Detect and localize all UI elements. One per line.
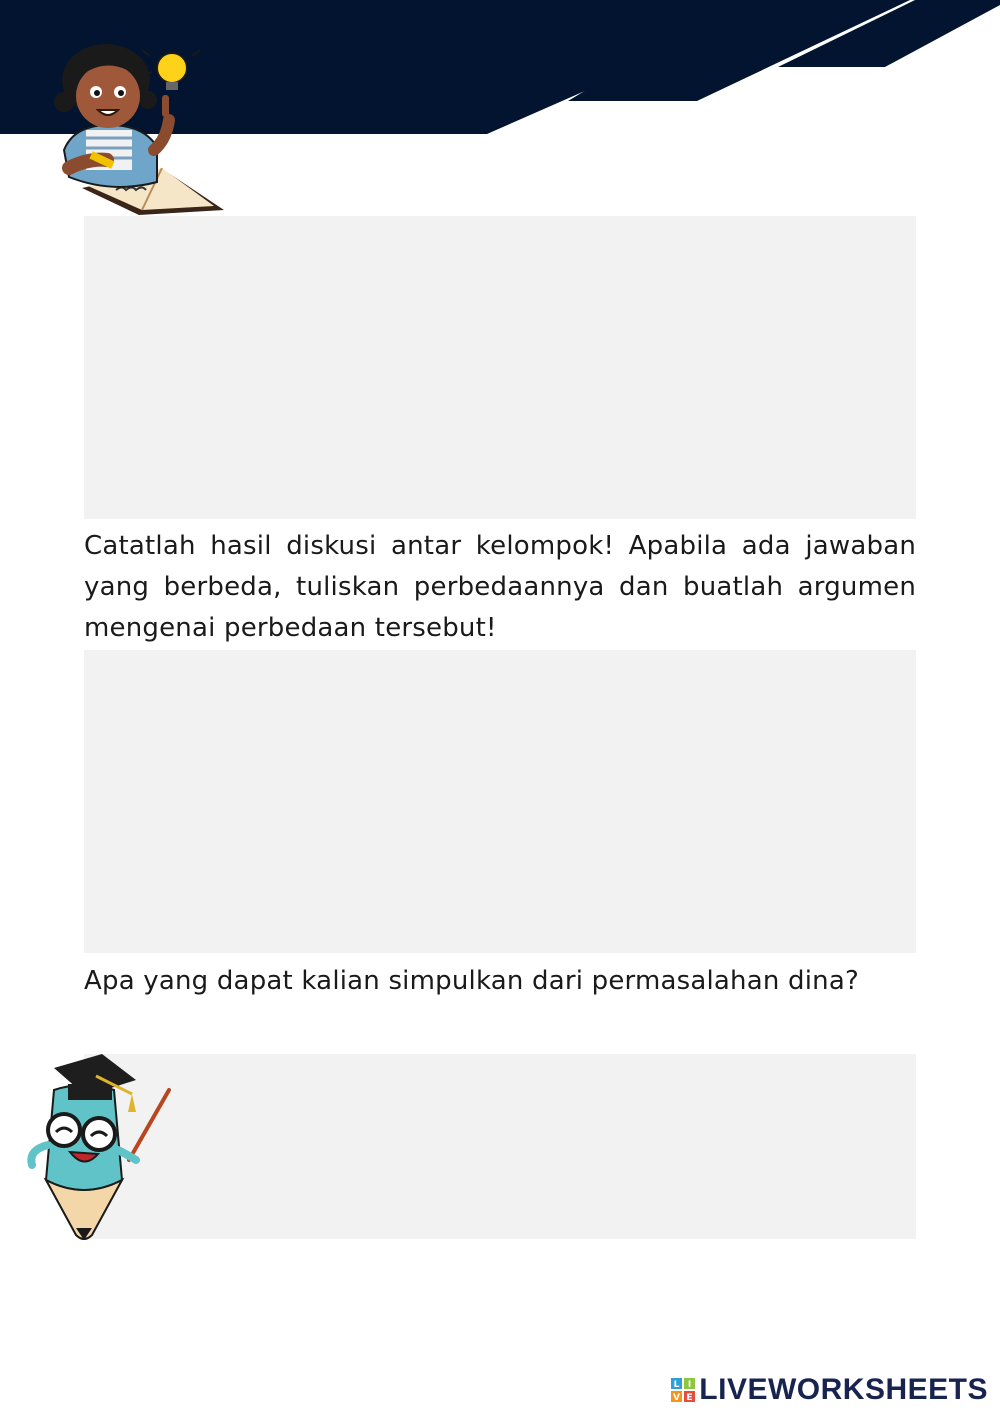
logo-letter-e: E [686,1393,693,1402]
question-1-text: Catatlah hasil diskusi antar kelompok! Apabila ada jawaban yang berbeda, tuliskan perbedaannya dan buatlah argumen mengenai perbedaan tersebut! [84,531,916,643]
question-2-text: Apa yang dapat kalian simpulkan dari permasalahan dina? [84,966,859,996]
liveworksheets-logo-icon [671,1378,695,1402]
brand-name: LIVEWORKSHEETS [699,1373,988,1406]
liveworksheets-brand [671,1373,988,1407]
logo-letter-i: I [688,1380,692,1390]
pencil-teacher-illustration [24,1050,179,1242]
student-idea-illustration [44,40,229,220]
answer-box-3[interactable] [84,1054,916,1239]
answer-box-2[interactable] [84,650,916,953]
logo-letter-v: V [673,1393,681,1402]
logo-letter-l: L [673,1380,680,1390]
answer-box-1[interactable] [84,216,916,519]
